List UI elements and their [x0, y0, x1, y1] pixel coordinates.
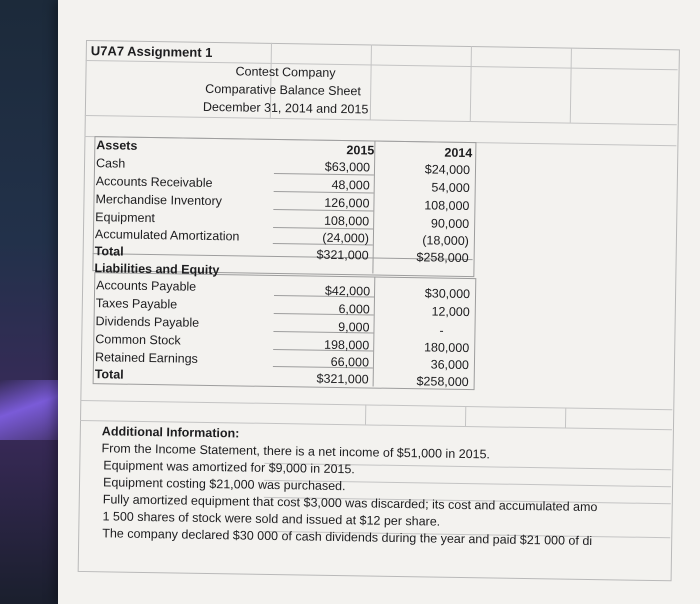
asset-label: Merchandise Inventory	[95, 192, 223, 209]
additional-info-line: Fully amortized equipment that cost $3,000 was discarded; its cost and accumulated amo	[102, 492, 598, 515]
year-2015-header: 2015	[346, 143, 375, 158]
asset-value-2014: 90,000	[430, 216, 470, 232]
statement-dates: December 31, 2014 and 2015	[202, 99, 369, 117]
liability-value-2015: 198,000	[323, 337, 370, 353]
additional-info-line: The company declared $30 000 of cash dividends during the year and paid $21 000 of di	[102, 526, 593, 549]
liability-label: Accounts Payable	[96, 278, 197, 294]
liability-label: Taxes Payable	[95, 296, 178, 312]
liability-value-2014: 36,000	[430, 357, 470, 373]
liability-value-2014: 12,000	[431, 304, 470, 320]
screen-bezel	[0, 0, 62, 604]
asset-label: Equipment	[95, 210, 156, 226]
asset-value-2015: 48,000	[331, 177, 370, 193]
asset-value-2014: 108,000	[424, 198, 470, 214]
asset-label: Cash	[95, 156, 126, 171]
liability-value-2015: 6,000	[338, 302, 370, 317]
liability-value-2015: $42,000	[324, 283, 371, 299]
liability-value-2015: 66,000	[330, 354, 370, 370]
additional-info-line: Equipment was amortized for $9,000 in 2015.	[103, 458, 355, 477]
liability-total-2014: $258,000	[416, 374, 469, 390]
additional-info-heading: Additional Information:	[101, 424, 240, 441]
liability-value-2014: $30,000	[424, 286, 471, 302]
asset-value-2014: (18,000)	[422, 233, 469, 249]
assets-heading: Assets	[96, 138, 138, 153]
liability-label: Retained Earnings	[94, 350, 198, 366]
worksheet-page	[58, 0, 700, 604]
company-name: Contest Company	[235, 64, 336, 80]
liability-label: Dividends Payable	[95, 314, 200, 330]
additional-info-line: Equipment costing $21,000 was purchased.	[102, 475, 346, 494]
asset-value-2015: 108,000	[323, 213, 370, 229]
liability-label: Common Stock	[95, 332, 181, 348]
additional-info-line: From the Income Statement, there is a net income of $51,000 in 2015.	[101, 441, 491, 462]
liability-value-2014: -	[439, 323, 444, 338]
screen-glare	[0, 380, 62, 440]
asset-label: Accounts Receivable	[95, 174, 213, 191]
additional-info-line: 1 500 shares of stock were sold and issued at $12 per share.	[102, 509, 441, 529]
liability-total-2015: $321,000	[316, 371, 369, 387]
asset-value-2015: $63,000	[324, 159, 371, 175]
asset-total-label: Total	[94, 244, 124, 259]
year-2014-header: 2014	[444, 145, 473, 161]
asset-value-2014: $24,000	[424, 162, 471, 178]
liability-total-label: Total	[94, 367, 124, 382]
liability-value-2014: 180,000	[423, 340, 470, 356]
asset-value-2015: (24,000)	[322, 230, 370, 246]
liability-value-2015: 9,000	[338, 319, 370, 335]
balance-sheet	[78, 40, 686, 589]
asset-label: Accumulated Amortization	[94, 227, 240, 244]
asset-value-2015: 126,000	[324, 195, 370, 211]
liabilities-heading: Liabilities and Equity	[94, 261, 220, 278]
assignment-title: U7A7 Assignment 1	[90, 43, 213, 60]
asset-total-2015: $321,000	[316, 247, 369, 263]
asset-value-2014: 54,000	[431, 180, 470, 196]
asset-total-2014: $258,000	[416, 250, 469, 266]
statement-title: Comparative Balance Sheet	[205, 81, 361, 99]
